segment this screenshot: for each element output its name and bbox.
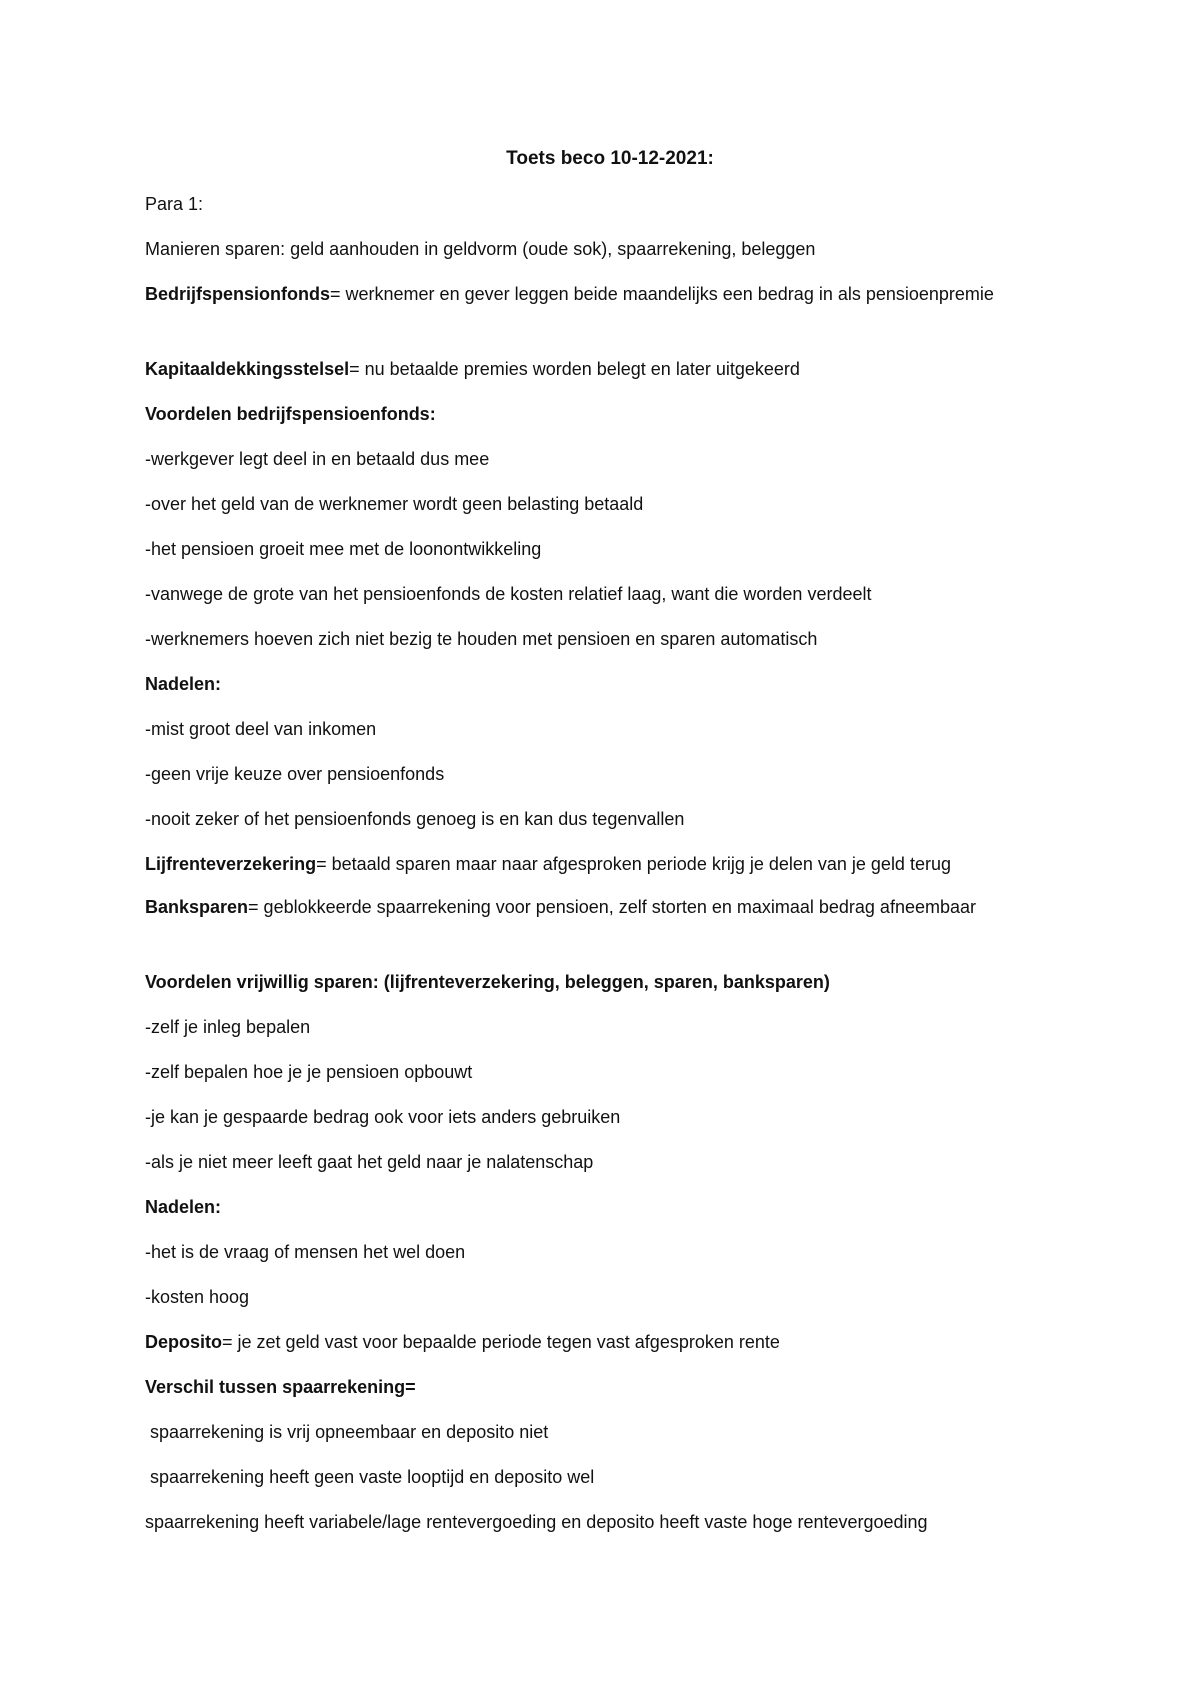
list-item: -mist groot deel van inkomen — [145, 719, 377, 739]
list-item: -geen vrije keuze over pensioenfonds — [145, 764, 445, 784]
voordelen-bedrijfspensioenfonds-heading: Voordelen bedrijfspensioenfonds: — [145, 404, 436, 424]
list-item: -over het geld van de werknemer wordt geen belasting betaald — [145, 494, 644, 514]
lijfrenteverzekering-definition — [145, 850, 1075, 878]
bedrijfspensioenfonds-text: = werknemer en gever leggen beide maandelijks een bedrag in als pensioenpremie — [330, 284, 994, 304]
nadelen-vrijwillig-sparen-heading: Nadelen: — [145, 1197, 222, 1217]
verschil-spaarrekening-heading: Verschil tussen spaarrekening= — [145, 1377, 416, 1397]
list-item: -werknemers hoeven zich niet bezig te houden met pensioen en sparen automatisch — [145, 629, 818, 649]
kapitaaldekkingsstelsel-text: = nu betaalde premies worden belegt en later uitgekeerd — [349, 359, 800, 379]
list-item: -het is de vraag of mensen het wel doen — [145, 1242, 466, 1262]
list-item: -het pensioen groeit mee met de loonontwikkeling — [145, 539, 542, 559]
list-item: -vanwege de grote van het pensioenfonds de kosten relatief laag, want die worden verdeelt — [145, 584, 872, 604]
bedrijfspensioenfonds-term: Bedrijfspensionfonds — [145, 284, 331, 304]
document-title: Toets beco 10-12-2021: — [506, 148, 714, 169]
list-item: spaarrekening heeft variabele/lage rentevergoeding en deposito heeft vaste hoge rentevergoeding — [145, 1512, 928, 1532]
deposito-term: Deposito — [145, 1332, 223, 1352]
voordelen-vrijwillig-sparen-heading: Voordelen vrijwillig sparen: (lijfrenteverzekering, beleggen, sparen, banksparen) — [145, 972, 830, 992]
list-item: -je kan je gespaarde bedrag ook voor iets anders gebruiken — [145, 1107, 621, 1127]
list-item: -werkgever legt deel in en betaald dus mee — [145, 449, 490, 469]
nadelen-bedrijfspensioenfonds-heading: Nadelen: — [145, 674, 222, 694]
lijfrenteverzekering-text: = betaald sparen maar naar afgesproken periode krijg je delen van je geld terug — [316, 854, 951, 874]
banksparen-definition — [145, 893, 1075, 921]
para-label: Para 1: — [145, 194, 204, 214]
banksparen-term: Banksparen — [145, 897, 249, 917]
list-item: -zelf bepalen hoe je je pensioen opbouwt — [145, 1062, 473, 1082]
list-item: spaarrekening is vrij opneembaar en deposito niet — [145, 1422, 549, 1442]
banksparen-text: = geblokkeerde spaarrekening voor pensioen, zelf storten en maximaal bedrag afneembaar — [248, 897, 976, 917]
deposito-text: = je zet geld vast voor bepaalde periode tegen vast afgesproken rente — [222, 1332, 780, 1352]
bedrijfspensioenfonds-definition — [145, 280, 1075, 308]
kapitaaldekkingsstelsel-definition — [145, 355, 1075, 383]
deposito-definition — [145, 1328, 1075, 1356]
list-item: spaarrekening heeft geen vaste looptijd en deposito wel — [145, 1467, 595, 1487]
kapitaaldekkingsstelsel-term: Kapitaaldekkingsstelsel — [145, 359, 350, 379]
manieren-sparen-line: Manieren sparen: geld aanhouden in geldvorm (oude sok), spaarrekening, beleggen — [145, 239, 816, 259]
lijfrenteverzekering-term: Lijfrenteverzekering — [145, 854, 317, 874]
list-item: -als je niet meer leeft gaat het geld naar je nalatenschap — [145, 1152, 594, 1172]
list-item: -kosten hoog — [145, 1287, 250, 1307]
list-item: -zelf je inleg bepalen — [145, 1017, 311, 1037]
list-item: -nooit zeker of het pensioenfonds genoeg is en kan dus tegenvallen — [145, 809, 685, 829]
